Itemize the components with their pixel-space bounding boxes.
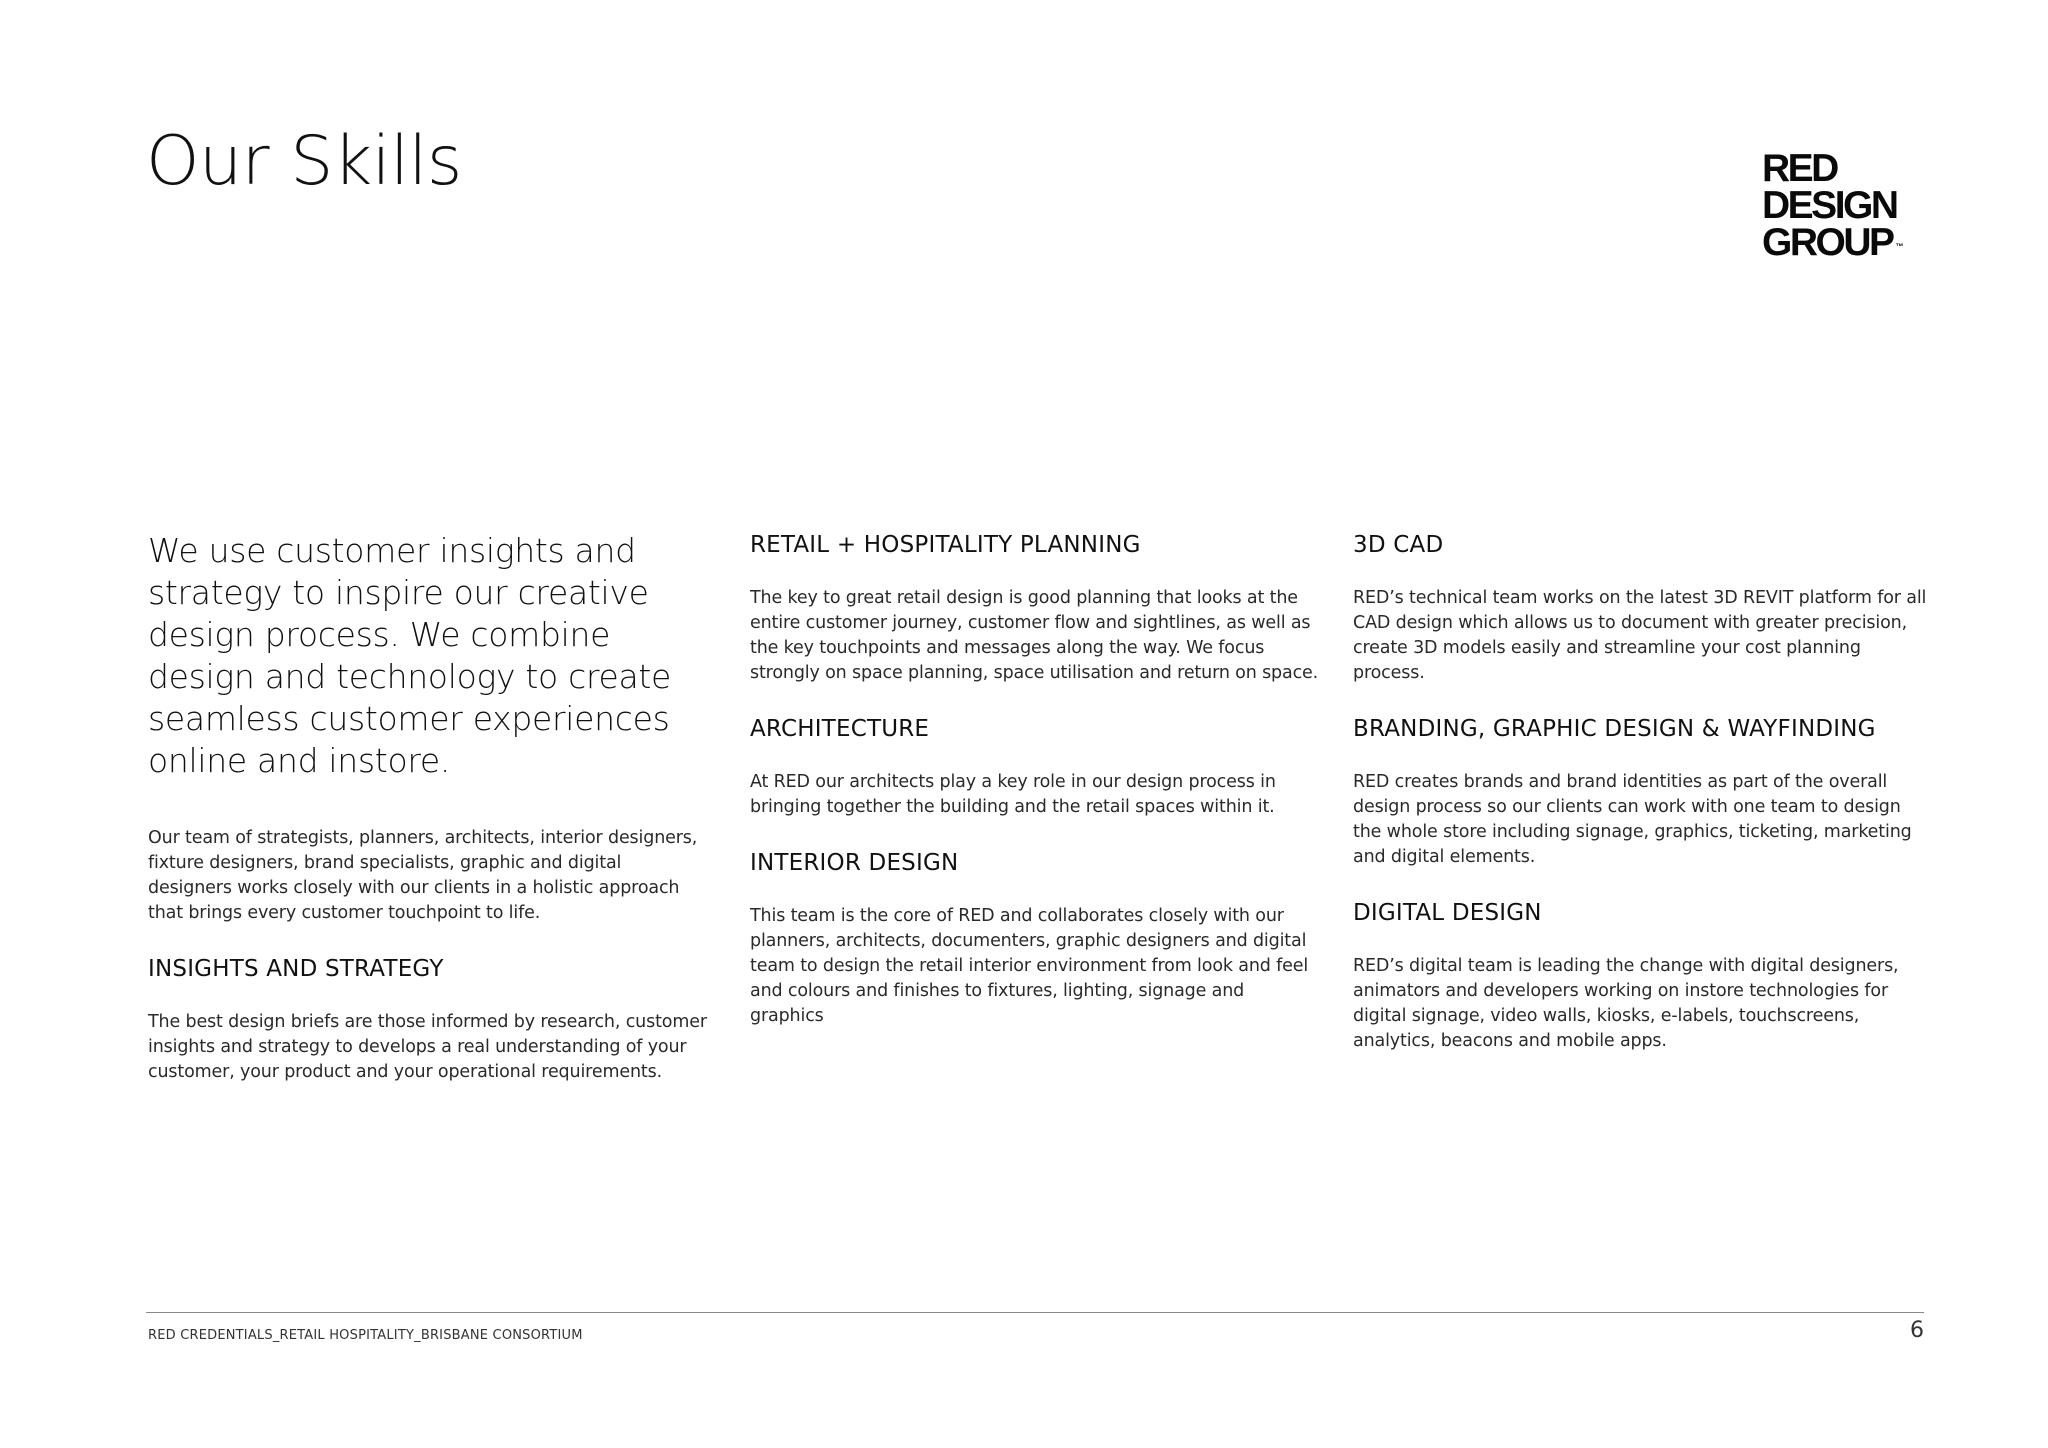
section-body-3d-cad: RED’s technical team works on the latest 3D REVIT platform for all CAD design which allows us to document with greater precision, create 3D models easily and streamline your cost planning process. — [1353, 588, 1927, 683]
logo-line-group — [1762, 221, 1932, 264]
logo-line-red: RED — [1762, 147, 1837, 190]
column-intro — [148, 530, 708, 1113]
page-title: Our Skills — [146, 122, 462, 201]
section-body-digital-design: RED’s digital team is leading the change with digital designers, animators and developers working on instore technologies for digital signage, video walls, kiosks, e-labels, touchscreens, analytics, beacons and mobile apps. — [1353, 956, 1899, 1051]
section-heading-branding-graphic-wayfinding: BRANDING, GRAPHIC DESIGN & WAYFINDING — [1353, 716, 1876, 742]
intro-body: Our team of strategists, planners, architects, interior designers, fixture designers, brand specialists, graphic and digital designers works closely with our clients in a holistic approach that brings every customer touchpoint to life. — [148, 828, 698, 923]
footer-document-label: RED CREDENTIALS_RETAIL HOSPITALITY_BRISBANE CONSORTIUM — [148, 1328, 583, 1343]
section-heading-insights-strategy: INSIGHTS AND STRATEGY — [148, 956, 444, 982]
intro-lead: We use customer insights and strategy to inspire our creative design process. We combine design and technology to create seamless customer experiences online and instore. — [148, 531, 672, 780]
section-body-branding-graphic-wayfinding: RED creates brands and brand identities as part of the overall design process so our clients can work with one team to design the whole store including signage, graphics, ticketing, marketing and digital elements. — [1353, 772, 1912, 867]
section-body-interior-design: This team is the core of RED and collaborates closely with our planners, architects, documenters, graphic designers and digital team to design the retail interior environment from look and feel and colours and finishes to fixtures, lighting, signage and graphics — [750, 906, 1309, 1026]
logo-line-group-text: GROUP — [1762, 221, 1893, 264]
trademark-symbol: ™ — [1895, 242, 1904, 251]
section-body-retail-hospitality-planning: The key to great retail design is good planning that looks at the entire customer journey, customer flow and sightlines, as well as the key touchpoints and messages along the way. We focus strongly on space planning, space utilisation and return on space. — [750, 588, 1319, 683]
column-planning-architecture-interior — [750, 530, 1320, 1057]
logo-line-design: DESIGN — [1762, 184, 1897, 227]
section-heading-architecture: ARCHITECTURE — [750, 716, 930, 742]
section-body-insights-strategy: The best design briefs are those informed by research, customer insights and strategy to develops a real understanding of your customer, your product and your operational requirements. — [148, 1012, 707, 1082]
section-heading-digital-design: DIGITAL DESIGN — [1353, 900, 1542, 926]
section-heading-3d-cad: 3D CAD — [1353, 532, 1444, 558]
page-number: 6 — [1910, 1318, 1924, 1343]
red-design-group-logo — [1762, 147, 1932, 264]
column-cad-branding-digital — [1353, 530, 1933, 1082]
footer-divider — [146, 1312, 1924, 1313]
section-heading-interior-design: INTERIOR DESIGN — [750, 850, 959, 876]
section-body-architecture: At RED our architects play a key role in our design process in bringing together the building and the retail spaces within it. — [750, 772, 1276, 817]
section-heading-retail-hospitality-planning: RETAIL + HOSPITALITY PLANNING — [750, 532, 1141, 558]
